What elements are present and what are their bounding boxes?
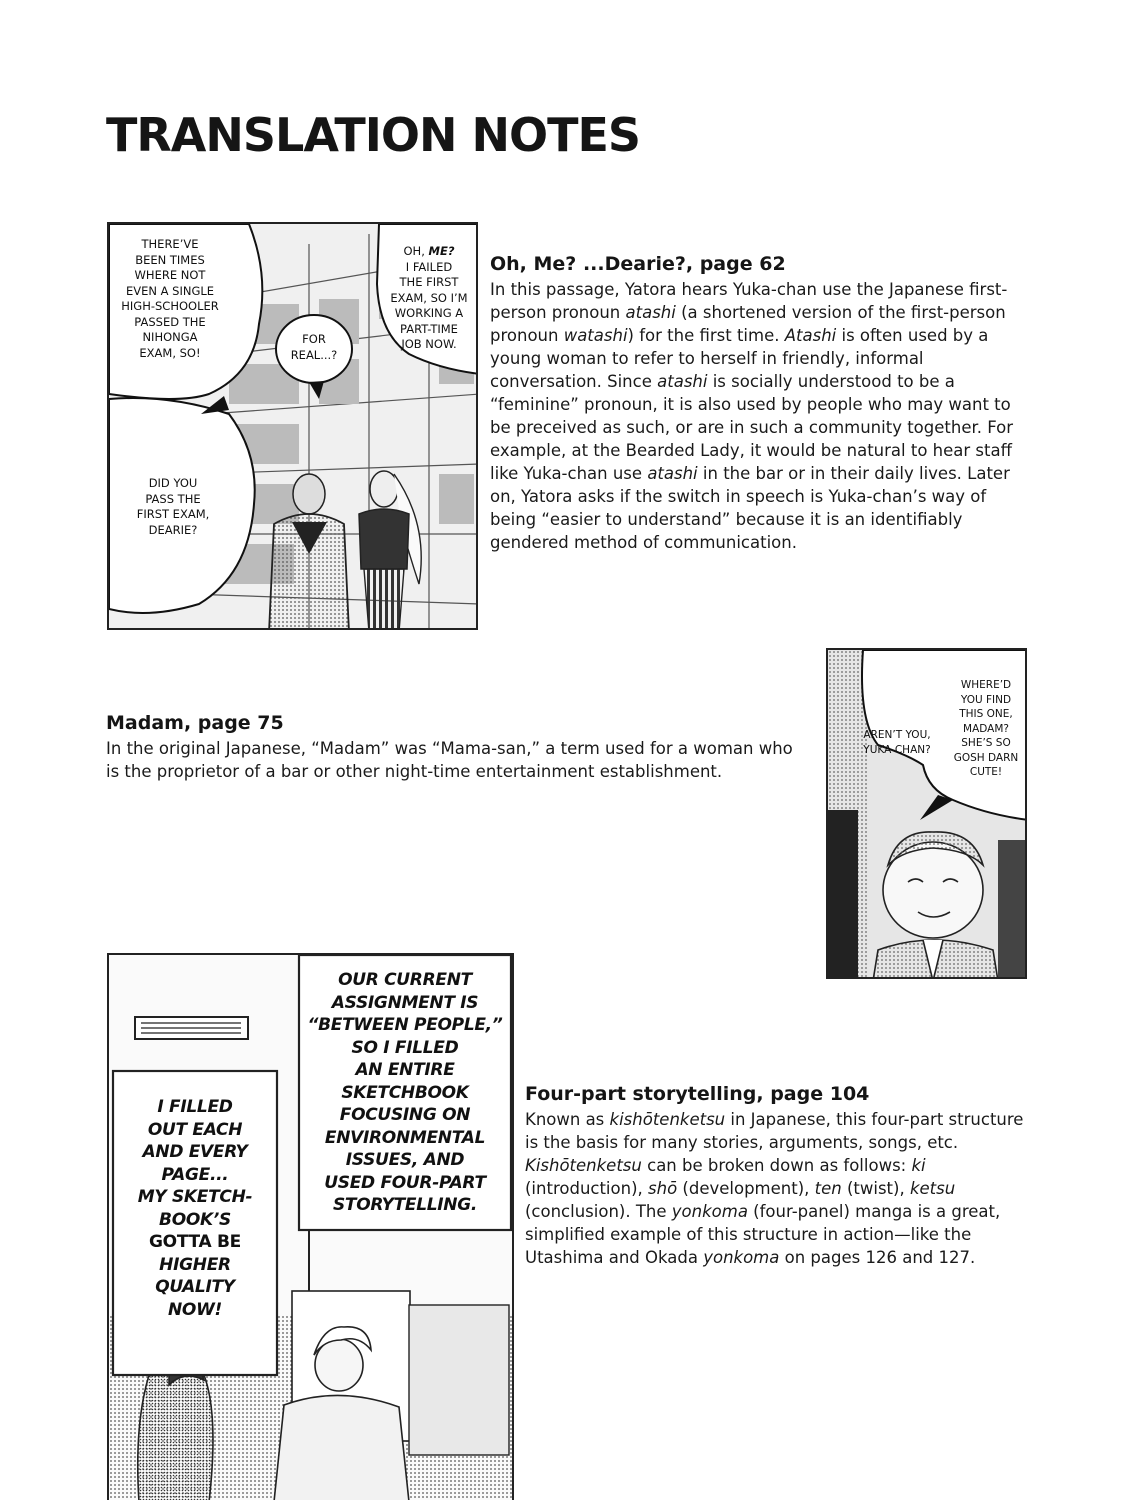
bubble-line: CUTE! bbox=[969, 766, 1003, 778]
note-text-run: In this passage, Yatora hears Yuka-chan use the Japanese first-person pronoun bbox=[490, 280, 1008, 322]
speech-bubble-for-real bbox=[276, 332, 352, 363]
note-term-italic: ki bbox=[911, 1156, 926, 1175]
note-heading: Oh, Me? ...Dearie?, page 62 bbox=[490, 253, 786, 275]
note-term-italic: watashi bbox=[563, 326, 628, 345]
bubble-line: YUKA-CHAN? bbox=[863, 743, 931, 756]
note-body bbox=[525, 1108, 1025, 1269]
caption-line: ISSUES, AND bbox=[345, 1150, 465, 1170]
caption-our-current-assignment bbox=[305, 969, 505, 1217]
bubble-line: HIGH-SCHOOLER bbox=[121, 299, 219, 313]
caption-line: PAGE... bbox=[161, 1164, 229, 1185]
note-madam bbox=[106, 711, 796, 783]
note-term-italic: ketsu bbox=[909, 1179, 956, 1198]
bubble-emphasis: ME? bbox=[428, 244, 455, 258]
caption-line: OUR CURRENT bbox=[338, 970, 472, 990]
note-oh-me-dearie bbox=[490, 252, 1030, 554]
bubble-line: PASSED THE bbox=[134, 314, 206, 329]
bubble-line: WORKING A bbox=[394, 306, 464, 320]
manga-panel-bar-patron bbox=[826, 648, 1027, 979]
note-text-run: is often used by a young woman to refer to herself in friendly, informal conversation. Since bbox=[490, 326, 989, 391]
note-text-run: in Japanese, this four-part structure is the basis for many stories, arguments, songs, etc. bbox=[525, 1110, 1024, 1152]
note-heading: Madam, page 75 bbox=[106, 712, 284, 734]
manga-panel-sketchbook bbox=[107, 953, 514, 1500]
bubble-line: NIHONGA bbox=[142, 330, 198, 344]
caption-line: QUALITY bbox=[155, 1277, 235, 1297]
note-term-italic: atashi bbox=[657, 372, 708, 391]
caption-line: HIGHER bbox=[159, 1254, 231, 1275]
caption-line: FOCUSING ON bbox=[339, 1105, 471, 1125]
note-term-italic: shō bbox=[648, 1179, 678, 1198]
bubble-text: OH, bbox=[403, 244, 429, 258]
caption-line: I FILLED bbox=[157, 1097, 233, 1117]
bubble-line: THIS ONE, bbox=[959, 708, 1013, 720]
note-text-run: in the bar or in their daily lives. Later on, Yatora asks if the switch in speech is Yuka-chan’s way of being “easier to understand” because it is an identifiably gendered method of communication. bbox=[490, 464, 1010, 552]
caption-line: “BETWEEN PEOPLE,” bbox=[307, 1015, 503, 1035]
speech-bubble-aren-t-you bbox=[852, 728, 942, 757]
bubble-line: JOB NOW. bbox=[401, 337, 457, 351]
note-body bbox=[490, 278, 1030, 554]
speech-bubble-oh-me bbox=[377, 244, 478, 353]
note-text-run: In the original Japanese, “Madam” was “Mama-san,” a term used for a woman who is the proprietor of a bar or other night-time entertainment establishment. bbox=[106, 739, 793, 781]
bubble-line: THERE’VE bbox=[141, 237, 199, 251]
caption-line: STORYTELLING. bbox=[332, 1195, 478, 1215]
caption-line: NOW! bbox=[168, 1299, 222, 1320]
bubble-line: EXAM, SO! bbox=[139, 345, 201, 360]
bubble-line: DEARIE? bbox=[148, 522, 198, 537]
note-text-run: is socially understood to be a “feminine” pronoun, it is also used by people who may want to be preceived as such, or are in such a community together. For example, at the Bearded Lady, it would be natural to hear staff like Yuka-chan use bbox=[490, 372, 1014, 483]
note-text-run: ) for the first time. bbox=[627, 326, 785, 345]
note-text-run: on pages 126 and 127. bbox=[779, 1248, 976, 1267]
bubble-line: SHE’S SO bbox=[961, 737, 1011, 749]
note-text-run: (twist), bbox=[841, 1179, 910, 1198]
caption-line: BOOK’S bbox=[159, 1209, 231, 1230]
manga-panel-bar-shelves bbox=[107, 222, 478, 630]
note-heading: Four-part storytelling, page 104 bbox=[525, 1083, 870, 1105]
bubble-line: WHERE NOT bbox=[134, 268, 206, 282]
bubble-line: YOU FIND bbox=[960, 693, 1012, 706]
caption-line-emphasis: GOTTA BE bbox=[149, 1232, 241, 1252]
note-term-italic: ten bbox=[814, 1179, 842, 1198]
caption-line: SO I FILLED bbox=[351, 1037, 459, 1058]
bubble-line: AREN’T YOU, bbox=[863, 729, 931, 741]
bubble-line bbox=[377, 244, 478, 260]
caption-line: SKETCHBOOK bbox=[341, 1082, 469, 1103]
bubble-line: FOR bbox=[302, 332, 326, 346]
note-body bbox=[106, 737, 796, 783]
note-text-run: can be broken down as follows: bbox=[641, 1156, 912, 1175]
caption-line: AND EVERY bbox=[142, 1142, 248, 1162]
caption-line: MY SKETCH- bbox=[137, 1187, 253, 1207]
note-term-italic: yonkoma bbox=[671, 1202, 748, 1221]
note-four-part-storytelling bbox=[525, 1082, 1025, 1269]
bubble-line: WHERE’D bbox=[960, 679, 1012, 691]
caption-line: ASSIGNMENT IS bbox=[331, 992, 479, 1013]
note-text-run: (a shortened version of the first-person pronoun bbox=[490, 303, 1006, 345]
speech-bubble-not-even-a-single bbox=[111, 237, 229, 361]
bubble-line: GOSH DARN bbox=[953, 751, 1019, 764]
note-term-italic: Atashi bbox=[784, 326, 837, 345]
bubble-line: I FAILED bbox=[405, 259, 453, 274]
caption-line: ENVIRONMENTAL bbox=[324, 1127, 486, 1148]
caption-line: USED FOUR-PART bbox=[324, 1172, 486, 1193]
caption-line: AN ENTIRE bbox=[355, 1060, 455, 1080]
bubble-line: MADAM? bbox=[963, 722, 1009, 735]
speech-bubble-did-you-pass bbox=[113, 476, 233, 538]
caption-i-filled-out-each bbox=[115, 1096, 275, 1321]
page-title: TRANSLATION NOTES bbox=[106, 108, 641, 162]
speech-bubble-where-d-you-find bbox=[944, 678, 1027, 780]
bubble-line: PASS THE bbox=[145, 491, 201, 506]
bubble-line: THE FIRST bbox=[399, 275, 459, 289]
bubble-line: EVEN A SINGLE bbox=[125, 283, 215, 298]
note-text-run: (introduction), bbox=[525, 1179, 649, 1198]
bubble-line: FIRST EXAM, bbox=[136, 507, 210, 521]
bubble-line: DID YOU bbox=[148, 476, 198, 490]
note-text-run: (four-panel) manga is a great, simplified example of this structure in action—like the Utashima and Okada bbox=[525, 1202, 1001, 1267]
caption-line: OUT EACH bbox=[147, 1119, 243, 1140]
note-term-italic: atashi bbox=[625, 303, 676, 322]
bubble-line: EXAM, SO I’M bbox=[390, 290, 468, 305]
bubble-line: BEEN TIMES bbox=[135, 252, 205, 267]
note-term-italic: yonkoma bbox=[703, 1248, 780, 1267]
note-text-run: (conclusion). The bbox=[525, 1202, 672, 1221]
note-text-run: (development), bbox=[677, 1179, 815, 1198]
note-term-italic: atashi bbox=[647, 464, 698, 483]
note-term-italic: kishōtenketsu bbox=[609, 1110, 726, 1129]
note-term-italic: Kishōtenketsu bbox=[525, 1156, 642, 1175]
note-text-run: Known as bbox=[525, 1110, 610, 1129]
bubble-line: REAL...? bbox=[290, 347, 338, 362]
bubble-line: PART-TIME bbox=[400, 321, 458, 336]
